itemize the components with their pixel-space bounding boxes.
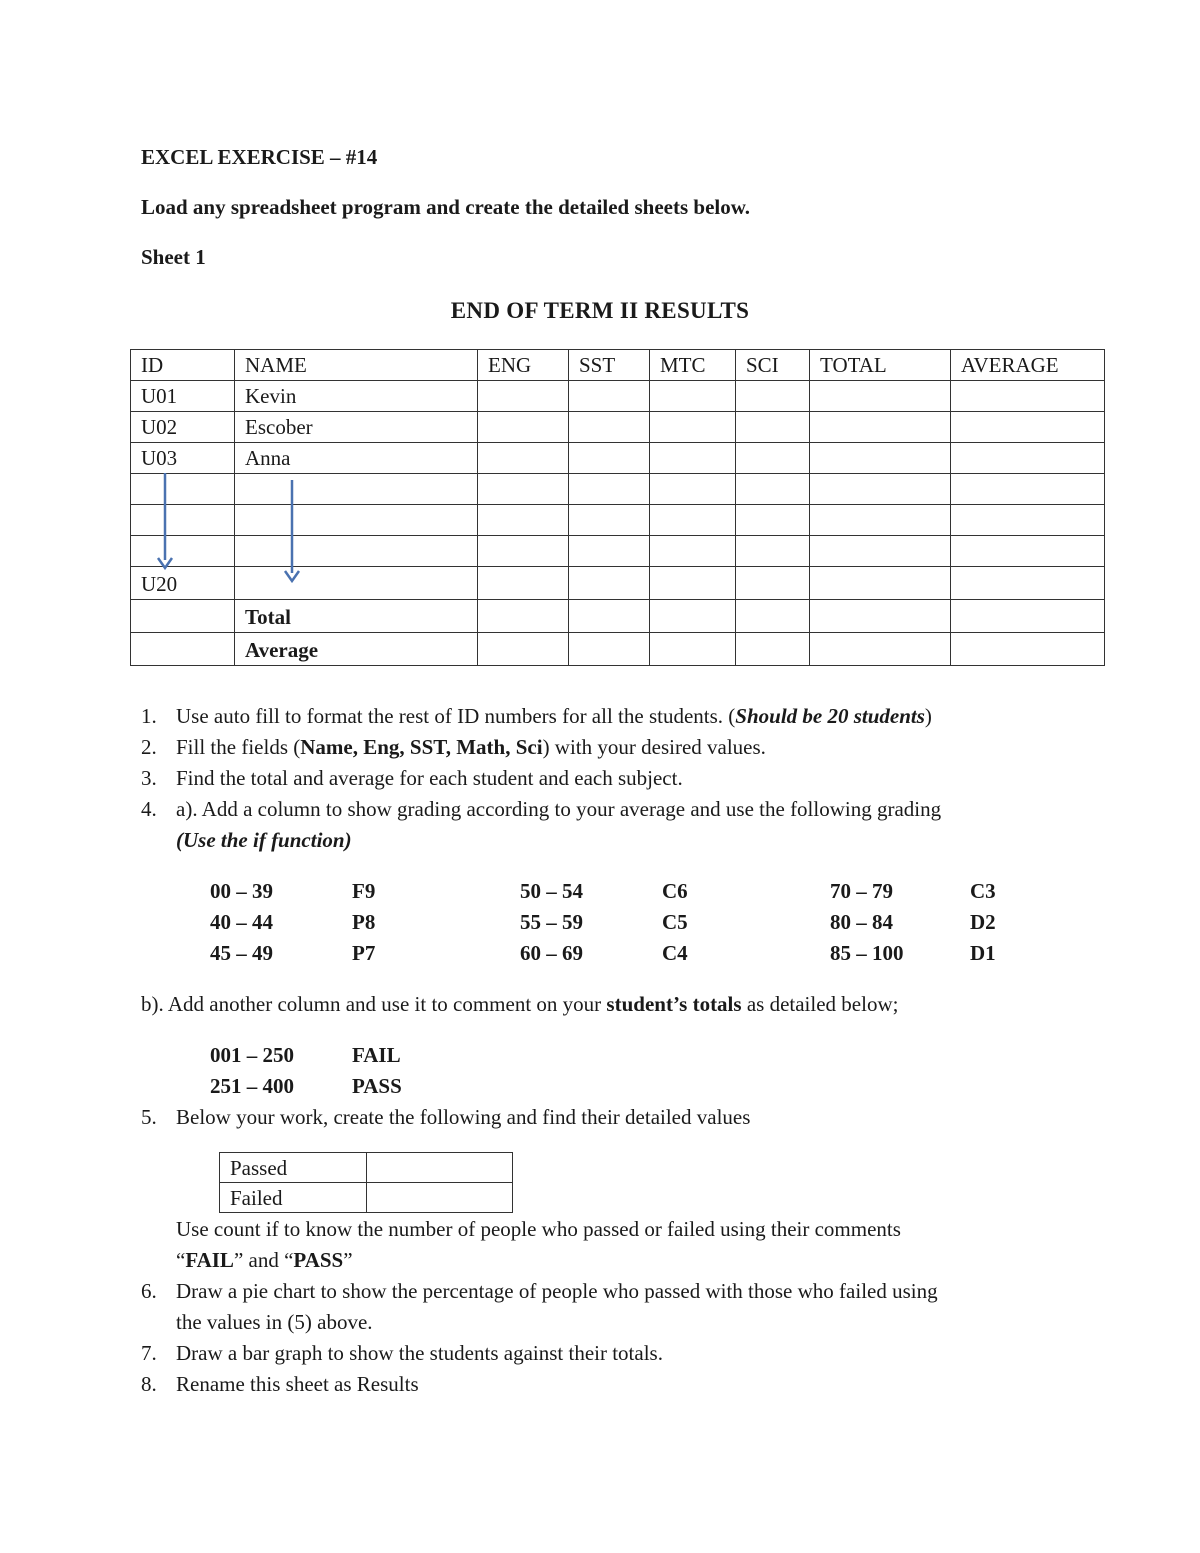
grade-range: 55 – 59: [520, 910, 583, 934]
col-header-average: AVERAGE: [951, 350, 1105, 381]
grade-code: C6: [662, 879, 688, 903]
task-4a: a). Add a column to show grading according to your average and use the following grading: [176, 797, 942, 821]
task-number: 6.: [141, 1279, 157, 1303]
grade-range: 85 – 100: [830, 941, 904, 965]
task-1: [176, 704, 932, 729]
col-header-sst: SST: [569, 350, 650, 381]
cell-empty: [367, 1153, 513, 1183]
task-number: 4.: [141, 797, 157, 821]
col-header-mtc: MTC: [650, 350, 736, 381]
grade-code: C3: [970, 879, 996, 903]
col-header-eng: ENG: [478, 350, 569, 381]
task-4b: [141, 992, 898, 1017]
cell-id: U02: [131, 412, 235, 443]
table-row: [220, 1183, 513, 1213]
grade-range: 70 – 79: [830, 879, 893, 903]
arrow-down-icon: [285, 480, 299, 581]
grade-code: P7: [352, 941, 376, 965]
cell-name: Kevin: [235, 381, 478, 412]
grade-range: 40 – 44: [210, 910, 273, 934]
comment-value: FAIL: [352, 1043, 401, 1067]
task-number: 7.: [141, 1341, 157, 1365]
task-text: “: [176, 1248, 186, 1272]
table-row: [220, 1153, 513, 1183]
grade-range: 50 – 54: [520, 879, 583, 903]
grade-code: F9: [352, 879, 376, 903]
task-7: Draw a bar graph to show the students against their totals.: [176, 1341, 663, 1365]
results-title: END OF TERM II RESULTS: [450, 298, 750, 323]
pass-fail-table: [219, 1152, 513, 1213]
arrow-down-icon: [158, 473, 172, 568]
task-text: ) with your desired values.: [542, 735, 766, 759]
cell-name: Anna: [235, 443, 478, 474]
exercise-title: EXCEL EXERCISE – #14: [141, 145, 378, 169]
summary-label-total: Total: [235, 600, 478, 633]
passed-label: Passed: [220, 1153, 367, 1183]
task-number: 5.: [141, 1105, 157, 1129]
cell-id: U20: [131, 567, 235, 600]
grade-code: P8: [352, 910, 376, 934]
task-6: Draw a pie chart to show the percentage of people who passed with those who failed using: [176, 1279, 938, 1303]
task-number: 1.: [141, 704, 157, 728]
col-header-id: ID: [131, 350, 235, 381]
grade-range: 60 – 69: [520, 941, 583, 965]
instruction-text: Load any spreadsheet program and create the detailed sheets below.: [141, 195, 750, 219]
task-number: 8.: [141, 1372, 157, 1396]
task-text: ): [924, 704, 932, 728]
task-emphasis: student’s totals: [606, 992, 742, 1016]
failed-label: Failed: [220, 1183, 367, 1213]
task-8: Rename this sheet as Results: [176, 1372, 419, 1396]
task-4a-hint: (Use the if function): [176, 828, 352, 852]
task-number: 2.: [141, 735, 157, 759]
task-5-note-keywords: [176, 1248, 353, 1273]
task-3: Find the total and average for each student and each subject.: [176, 766, 683, 790]
task-6-cont: the values in (5) above.: [176, 1310, 373, 1334]
task-text: Use auto fill to format the rest of ID numbers for all the students. (: [176, 704, 736, 728]
col-header-sci: SCI: [736, 350, 810, 381]
col-header-name: NAME: [235, 350, 478, 381]
cell-name: Escober: [235, 412, 478, 443]
summary-label-average: Average: [235, 633, 478, 666]
grade-code: C5: [662, 910, 688, 934]
comment-value: PASS: [352, 1074, 402, 1098]
cell-id: U03: [131, 443, 235, 474]
task-text: as detailed below;: [741, 992, 899, 1016]
task-emphasis: Name, Eng, SST, Math, Sci: [300, 735, 543, 759]
task-text: ” and “: [233, 1248, 294, 1272]
task-number: 3.: [141, 766, 157, 790]
task-text: Fill the fields (: [176, 735, 301, 759]
task-text: b). Add another column and use it to comment on your: [141, 992, 607, 1016]
cell-id: U01: [131, 381, 235, 412]
grade-range: 00 – 39: [210, 879, 273, 903]
grade-range: 80 – 84: [830, 910, 893, 934]
task-2: [176, 735, 766, 760]
task-emphasis: Should be 20 students: [735, 704, 925, 728]
task-emphasis: FAIL: [185, 1248, 234, 1272]
grade-range: 45 – 49: [210, 941, 273, 965]
grade-code: D2: [970, 910, 996, 934]
task-text: ”: [343, 1248, 353, 1272]
task-5: Below your work, create the following and find their detailed values: [176, 1105, 751, 1129]
grade-code: D1: [970, 941, 996, 965]
comment-range: 251 – 400: [210, 1074, 294, 1098]
grade-code: C4: [662, 941, 688, 965]
cell-empty: [367, 1183, 513, 1213]
task-5-note: Use count if to know the number of people who passed or failed using their comments: [176, 1217, 901, 1241]
comment-range: 001 – 250: [210, 1043, 294, 1067]
task-emphasis: PASS: [293, 1248, 344, 1272]
col-header-total: TOTAL: [810, 350, 951, 381]
sheet-label: Sheet 1: [141, 245, 206, 269]
